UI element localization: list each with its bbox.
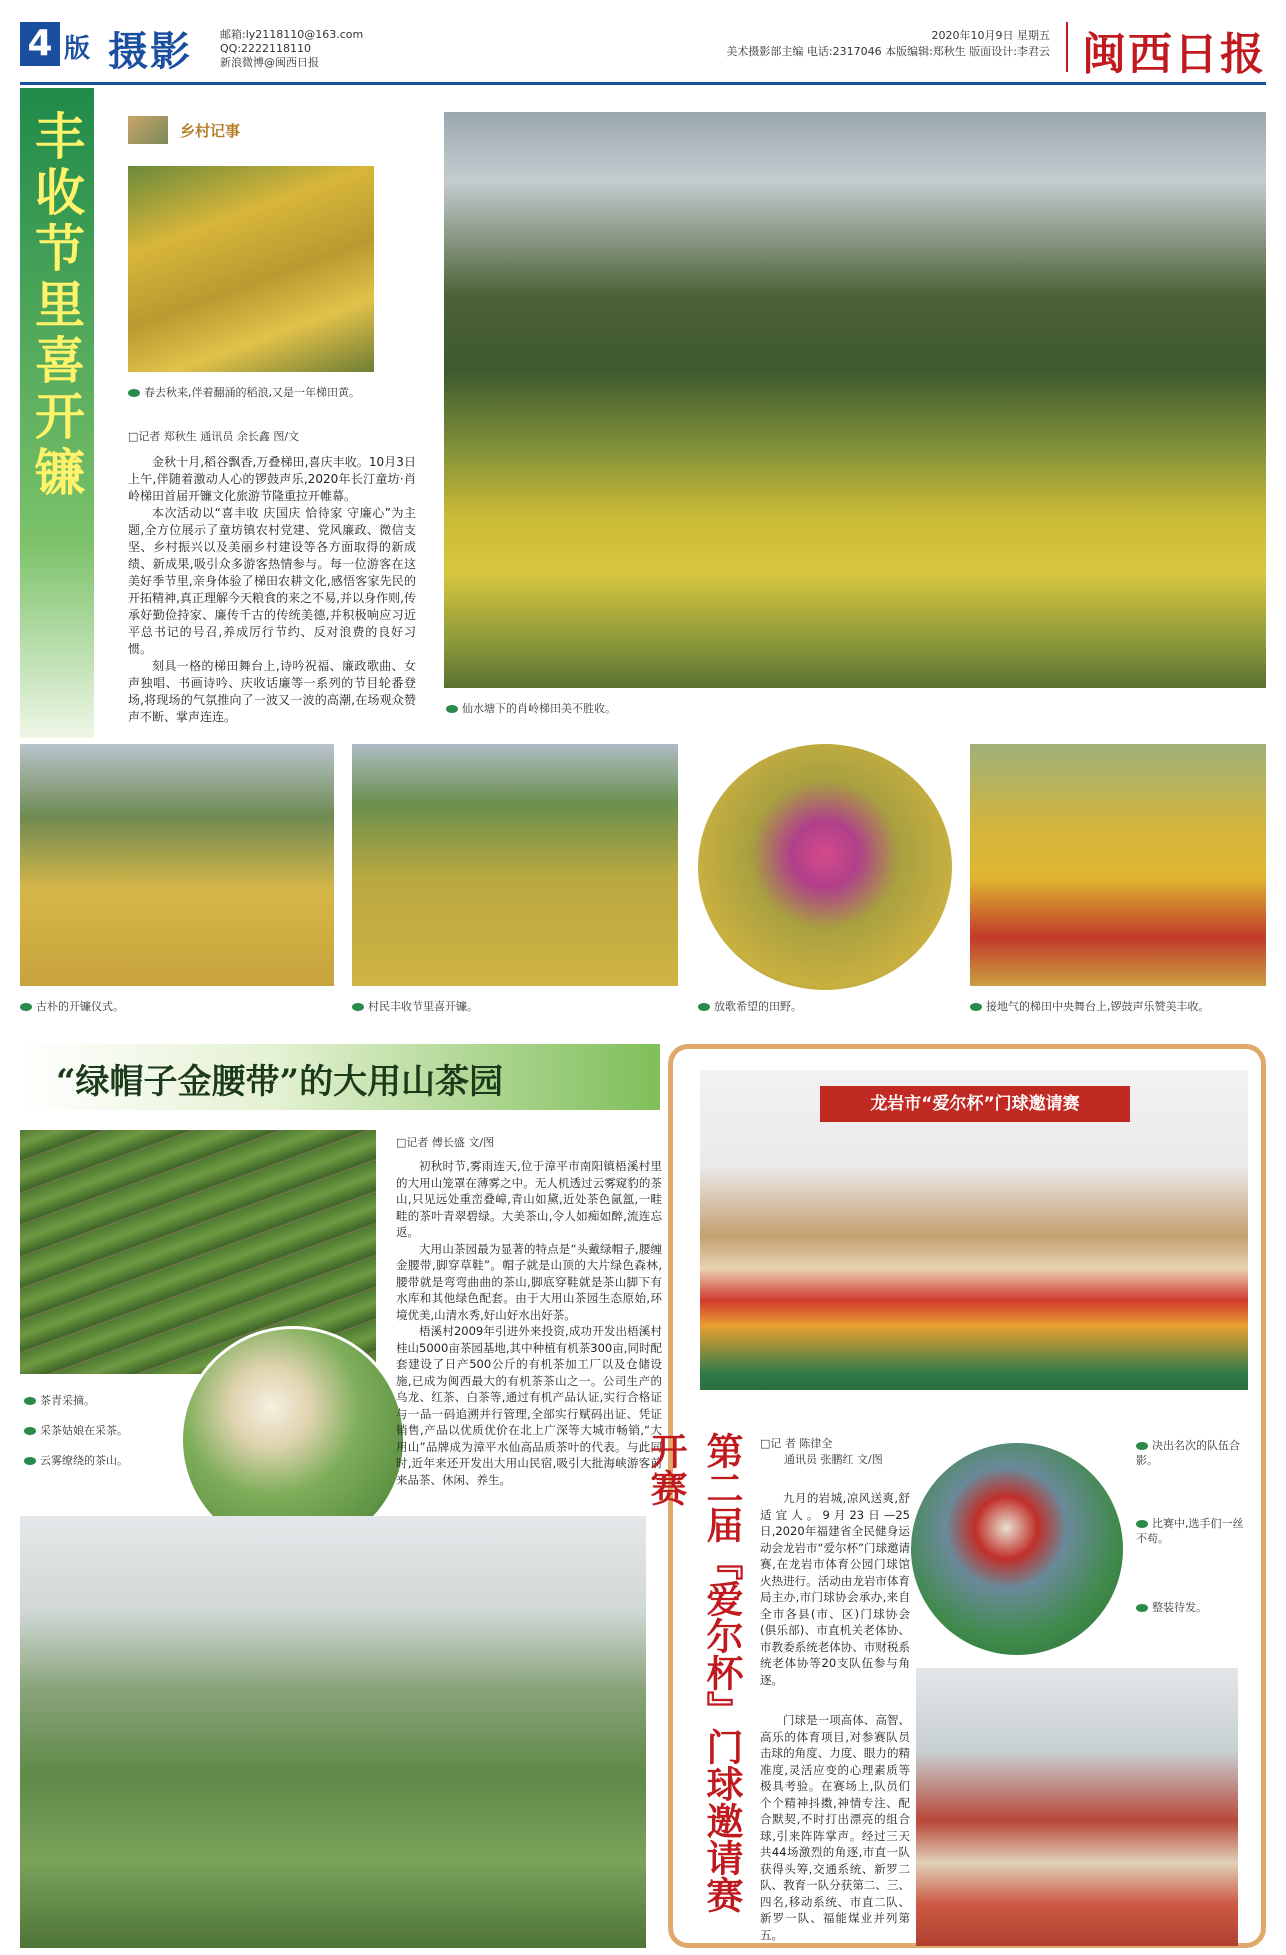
story3-byline <box>760 1436 883 1468</box>
story3-para-1: 九月的岩城,凉风送爽,舒适宜人。9月23日—25日,2020年福建省全民健身运动会龙岩市“爱尔杯”门球邀请赛,在龙岩市体育公园门球馆火热进行。活动由龙岩市体育局主办,市门球协会承办,来自全市各县(市、区)门球协会(俱乐部)、市直机关老体协、市教委系统老体协、市财税系统老体协等20支队伍参与角逐。 <box>760 1491 910 1687</box>
story1-body <box>128 454 416 726</box>
player-photo <box>908 1440 1126 1658</box>
contact-info <box>220 28 363 70</box>
story3-caption-text-1: 决出名次的队伍合影。 <box>1136 1439 1240 1467</box>
singer-photo <box>698 744 952 990</box>
editors-line: 美术摄影部主编 电话:2317046 本版编辑:郑秋生 版面设计:李君云 <box>726 45 1050 58</box>
qq: QQ:2222118110 <box>220 42 312 55</box>
story3-byline-1: □记 者 陈律全 <box>760 1437 833 1450</box>
row-caption-text-2: 村民丰收节里喜开镰。 <box>368 1000 478 1013</box>
issue-date: 2020年10月9日 星期五 <box>931 29 1050 42</box>
camera-icon <box>1136 1442 1148 1450</box>
harvest-photo <box>352 744 678 986</box>
issue-info <box>720 28 1050 60</box>
terrace-main-photo <box>444 112 1266 688</box>
camera-icon <box>24 1397 36 1405</box>
row-caption-4 <box>970 998 1210 1014</box>
row-caption-text-1: 古朴的开镰仪式。 <box>36 1000 124 1013</box>
story3-caption-1 <box>1136 1438 1244 1468</box>
weibo: 新浪微博@闽西日报 <box>220 56 319 69</box>
story2-caption-1 <box>24 1392 95 1408</box>
row-caption-text-3: 放歌希望的田野。 <box>714 1000 802 1013</box>
camera-icon <box>24 1457 36 1465</box>
masthead: 闽西日报 <box>1082 29 1266 80</box>
masthead-divider <box>1066 22 1068 72</box>
story3-body-b <box>760 1712 910 1943</box>
story1-para-3: 刻具一格的梯田舞台上,诗吟祝福、廉政歌曲、女声独唱、书画诗吟、庆收话廉等一系列的节目轮番登场,将现场的气氛推向了一波又一波的高潮,在场观众赞声不断、掌声连连。 <box>128 659 416 724</box>
row-caption-3 <box>698 998 802 1014</box>
story2-body <box>396 1158 662 1488</box>
page-suffix: 版 <box>64 34 91 64</box>
story2-para-3: 梧溪村2009年引进外来投资,成功开发出梧溪村桂山5000亩茶园基地,其中种植有机茶300亩,同时配套建设了日产500公斤的有机茶加工厂以及仓储设施,已成为闽西最大的有机茶茶山之一。公司生产的乌龙、红茶、白茶等,通过有机产品认证,实行合格证与一品一码追溯并行管理,全部实行赋码出证、凭证销售,产品以优质优价在北上广深等大城市畅销,“大用山”品牌成为漳平水仙高品质茶叶的代表。与此同时,近年来还开发出大用山民宿,吸引大批海峡游客前来品茶、休闲、养生。 <box>396 1324 662 1487</box>
story3-caption-2 <box>1136 1516 1244 1546</box>
camera-icon <box>446 705 458 713</box>
story1-byline: □记者 郑秋生 通讯员 余长鑫 图/文 <box>128 430 300 443</box>
story2-para-2: 大用山茶园最为显著的特点是“头戴绿帽子,腰缠金腰带,脚穿草鞋”。帽子就是山顶的大片绿色森林,腰带就是弯弯曲曲的茶山,脚底穿鞋就是茶山脚下有水库和其他绿色配套。由于大用山茶园生态原始,环境优美,山清水秀,好山好水出好茶。 <box>396 1241 662 1322</box>
header-rule <box>20 82 1266 85</box>
drum-photo <box>970 744 1266 986</box>
main-photo-caption <box>446 700 616 716</box>
story2-caption-3 <box>24 1452 128 1468</box>
story3-caption-text-3: 整装待发。 <box>1152 1601 1207 1614</box>
story1-para-1: 金秋十月,稻谷飘香,万叠梯田,喜庆丰收。10月3日上午,伴随着激动人心的锣鼓声乐,2020年长汀童坊·肖岭梯田首届开镰文化旅游节隆重拉开帷幕。 <box>128 455 416 503</box>
terrace-small-photo <box>128 166 374 372</box>
lineup-photo <box>916 1668 1238 1946</box>
camera-icon <box>1136 1520 1148 1528</box>
story2-byline: □记者 傅长盛 文/图 <box>396 1136 495 1149</box>
camera-icon <box>698 1003 710 1011</box>
small-caption-text: 春去秋来,伴着翻涌的稻浪,又是一年梯田黄。 <box>144 386 360 399</box>
story2-caption-text-2: 采茶姑娘在采茶。 <box>40 1424 128 1437</box>
camera-icon <box>970 1003 982 1011</box>
ceremony-photo <box>20 744 334 986</box>
small-photo-caption <box>128 384 398 400</box>
column-label: 乡村记事 <box>180 122 241 140</box>
story2-caption-2 <box>24 1422 128 1438</box>
section-name: 摄影 <box>108 29 192 75</box>
camera-icon <box>20 1003 32 1011</box>
column-thumbnail <box>128 116 168 144</box>
story1-para-2: 本次活动以“喜丰收 庆国庆 恰待家 守廉心”为主题,全方位展示了童坊镇农村党建、党风廉政、微信支坚、乡村振兴以及美丽乡村建设等各方面取得的新成绩、新成果,吸引众多游客热情参与。每一位游客在这美好季节里,亲身体验了梯田农耕文化,感悟客家先民的开拓精神,真正理解今天粮食的来之不易,并以身作则,传承好勤俭持家、廉传千古的传统美德,并积极响应习近平总书记的号召,养成厉行节约、反对浪费的良好习惯。 <box>128 506 416 656</box>
page-number: 4 <box>20 22 60 66</box>
story3-body-a <box>760 1490 910 1688</box>
row-caption-2 <box>352 998 478 1014</box>
story2-caption-text-1: 茶青采摘。 <box>40 1394 95 1407</box>
row-caption-text-4: 接地气的梯田中央舞台上,锣鼓声乐赞美丰收。 <box>986 1000 1210 1013</box>
tournament-banner: 龙岩市“爱尔杯”门球邀请赛 <box>820 1086 1130 1122</box>
story3-title: 第二届『爱尔杯』门球邀请赛开赛 <box>644 1432 744 1913</box>
story2-para-1: 初秋时节,雾雨连天,位于漳平市南阳镇梧溪村里的大用山笼罩在薄雾之中。无人机透过云雾窥豹的茶山,只见远处重峦叠嶂,青山如黛,近处茶色氤氲,一畦畦的茶叶青翠碧绿。大美茶山,令人如痴如醉,流连忘返。 <box>396 1159 662 1239</box>
camera-icon <box>1136 1604 1148 1612</box>
tea-mountain-photo <box>20 1516 646 1948</box>
story3-caption-3 <box>1136 1600 1244 1615</box>
story3-caption-text-2: 比赛中,选手们一丝不苟。 <box>1136 1517 1244 1545</box>
story2-caption-text-3: 云雾缭绕的茶山。 <box>40 1454 128 1467</box>
camera-icon <box>128 389 140 397</box>
story2-title: “绿帽子金腰带”的大用山茶园 <box>56 1062 504 1102</box>
email: 邮箱:ly2118110@163.com <box>220 28 364 41</box>
story1-title: 丰收节里喜开镰 <box>27 110 86 502</box>
camera-icon <box>24 1427 36 1435</box>
row-caption-1 <box>20 998 124 1014</box>
camera-icon <box>352 1003 364 1011</box>
story3-byline-2: 通讯员 张鹏红 文/图 <box>784 1453 883 1466</box>
main-caption-text: 仙水塘下的肖岭梯田美不胜收。 <box>462 702 616 715</box>
story3-para-2: 门球是一项高体、高智、高乐的体育项目,对参赛队员击球的角度、力度、眼力的精准度,灵活应变的心理素质等极具考验。在赛场上,队员们个个精神抖擞,神情专注、配合默契,不时打出漂亮的组合球,引来阵阵掌声。经过三天共44场激烈的角逐,市直一队获得头筹,交通系统、新罗二队、教育一队分获第二、三、四名,移动系统、市直二队、新罗一队、福能煤业并列第五。 <box>760 1713 910 1942</box>
